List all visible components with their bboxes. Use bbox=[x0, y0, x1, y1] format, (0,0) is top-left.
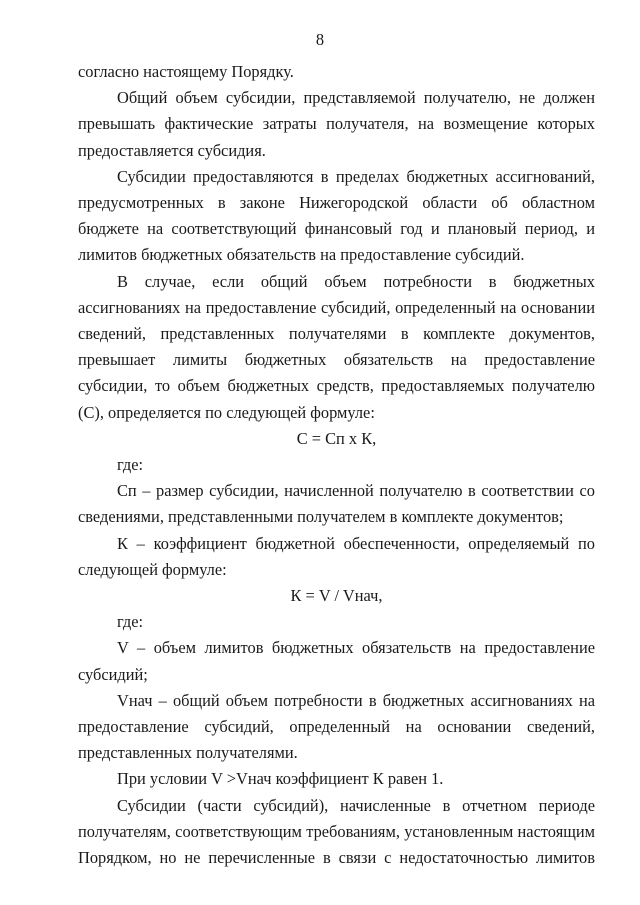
formula-k: К = V / Vнач, bbox=[290, 586, 383, 606]
where-label: где: bbox=[117, 455, 144, 475]
definition-v: V – объем лимитов бюджетных обязательств на предоставление субсидий; bbox=[78, 638, 595, 684]
paragraph-condition: При условии V >Vнач коэффициент К равен 1. bbox=[117, 769, 444, 789]
paragraph-unpaid-subsidies: Субсидии (части субсидий), начисленные в отчетном периоде получателям, соответствующим требованиям, установленным настоящим Порядком, но не перечисленные в связи с недостаточностью лимитов bbox=[78, 795, 595, 868]
where-label: где: bbox=[117, 612, 144, 632]
definition-cp: Сп – размер субсидии, начисленной получателю в соответствии со сведениями, представленными получателем в комплекте документов; bbox=[78, 481, 595, 527]
paragraph-subsidy-limit: Общий объем субсидии, представляемой получателю, не должен превышать фактические затраты получателя, на возмещение которых предоставляется субсидия. bbox=[78, 88, 595, 160]
paragraph-formula-intro: В случае, если общий объем потребности в бюджетных ассигнованиях на предоставление субсидий, определенный на основании сведений, представленных получателями в комплекте документов, превышает лимиты бюджетных обязательств на предоставление субсидии, то объем бюджетных средств, предоставляемых получателю (С), определяется по следующей формуле: bbox=[78, 271, 595, 422]
definition-k: К – коэффициент бюджетной обеспеченности, определяемый по следующей формуле: bbox=[78, 533, 595, 579]
paragraph-budget-allocations: Субсидии предоставляются в пределах бюджетных ассигнований, предусмотренных в законе Нижегородской области об областном бюджете на соответствующий финансовый год и плановый период, и лимитов бюджетных обязательств на предоставление субсидий. bbox=[78, 166, 595, 265]
paragraph-continuation: согласно настоящему Порядку. bbox=[78, 62, 294, 81]
page-number: 8 bbox=[315, 30, 325, 49]
document-body bbox=[78, 59, 595, 871]
formula-c: С = Сп х К, bbox=[296, 428, 377, 448]
definition-vnach: Vнач – общий объем потребности в бюджетных ассигнованиях на предоставление субсидий, определенный на основании сведений, представленных получателями. bbox=[78, 690, 595, 763]
